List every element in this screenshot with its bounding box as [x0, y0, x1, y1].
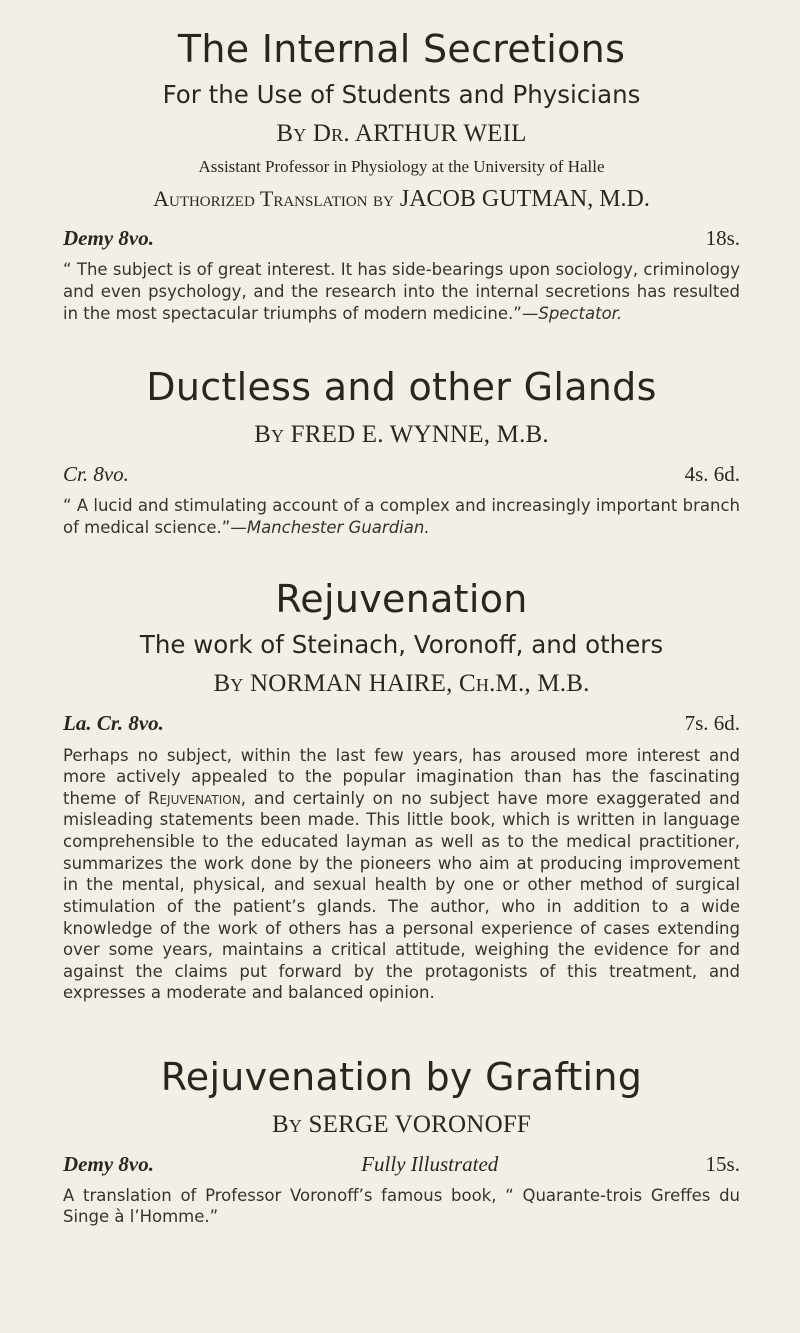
book-entry-internal-secretions: [63, 28, 740, 324]
book-price: 18s.: [705, 226, 740, 251]
format-price-row: [63, 226, 740, 251]
book-title: Rejuvenation by Grafting: [160, 1054, 643, 1099]
review-text: “ The subject is of great interest. It has side-bearings upon sociology, criminology and even psychology, and the research into the internal secretions has resulted in the most spectacular triumphs of modern medicine.”: [63, 260, 740, 323]
review-source: —Manchester Guardian.: [230, 517, 430, 537]
book-format: Demy 8vo.: [63, 226, 154, 251]
description-emphasis: Rejuvenation,: [148, 788, 246, 808]
book-entry-rejuvenation-grafting: [63, 1056, 740, 1228]
author-degree-mb: M.B.: [537, 670, 590, 698]
review-text: “ A lucid and stimulating account of a complex and increasingly important branch of medical science.”: [63, 496, 740, 537]
illustration-note: Fully Illustrated: [361, 1151, 499, 1176]
book-title: Ductless and other Glands: [146, 365, 657, 410]
book-format: La. Cr. 8vo.: [63, 711, 164, 736]
author-title: Dr.: [312, 120, 350, 148]
book-byline: [63, 669, 740, 699]
book-entry-rejuvenation: [63, 578, 740, 1004]
book-price: 4s. 6d.: [684, 461, 740, 486]
by-label: By: [276, 120, 307, 148]
book-description: A translation of Professor Voronoff’s famous book, “ Quarante-trois Greffes du Singe à l’Homme.”: [63, 1185, 740, 1227]
translation-line: [63, 185, 740, 214]
author-name: SERGE VORONOFF: [308, 1110, 532, 1138]
author-name: NORMAN HAIRE,: [249, 670, 453, 698]
translation-label: Authorized Translation by: [153, 186, 394, 212]
review-source: —Spectator.: [521, 303, 623, 323]
book-byline: [63, 1110, 740, 1140]
book-title: Rejuvenation: [275, 577, 528, 622]
by-label: By: [271, 1110, 303, 1138]
description-part-1: Perhaps no subject, within the last few years, has aroused more interest and more actively appealed to the popular imagination than has the fascinating theme of: [63, 745, 740, 808]
by-label: By: [254, 420, 285, 448]
book-price: 15s.: [705, 1151, 740, 1176]
description-part-2: and certainly on no subject have more exaggerated and misleading statements been made. This little book, which is written in language comprehensible to the educated layman as well as to the medical practitioner, summarizes the work done by the pioneers who aim at producing improvement in the mental, physical, and sexual health by one or other method of surgical stimulation of the patient’s glands. The author, who in addition to a wide knowledge of the work of others has a personal experience of cases extending over some years, maintains a critical attitude, weighing the evidence for and against the claims put forward by the protagonists of this treatment, and expresses a moderate and balanced opinion.: [63, 788, 741, 1003]
book-title: The Internal Secretions: [177, 27, 626, 71]
author-name: FRED E. WYNNE, M.B.: [290, 420, 549, 448]
book-entry-ductless-glands: [63, 366, 740, 538]
author-affiliation: Assistant Professor in Physiology at the University of Halle: [198, 157, 605, 177]
translator-name: JACOB GUTMAN, M.D.: [399, 186, 650, 213]
author-degree-chm: Ch.M.,: [459, 670, 531, 698]
book-subtitle: The work of Steinach, Voronoff, and others: [139, 630, 664, 660]
format-price-row: [63, 462, 740, 487]
book-byline: [63, 420, 740, 450]
book-price: 7s. 6d.: [684, 711, 740, 736]
review-quote: [63, 259, 740, 324]
book-format: Demy 8vo.: [63, 1151, 154, 1176]
book-description: [63, 745, 740, 1004]
book-format: Cr. 8vo.: [63, 461, 129, 486]
by-label: By: [213, 670, 244, 698]
format-price-row: [63, 711, 740, 736]
book-byline: [63, 119, 740, 149]
format-price-row: [63, 1152, 740, 1177]
book-subtitle: For the Use of Students and Physicians: [162, 79, 641, 109]
author-name: ARTHUR WEIL: [354, 120, 527, 148]
review-quote: [63, 495, 740, 538]
